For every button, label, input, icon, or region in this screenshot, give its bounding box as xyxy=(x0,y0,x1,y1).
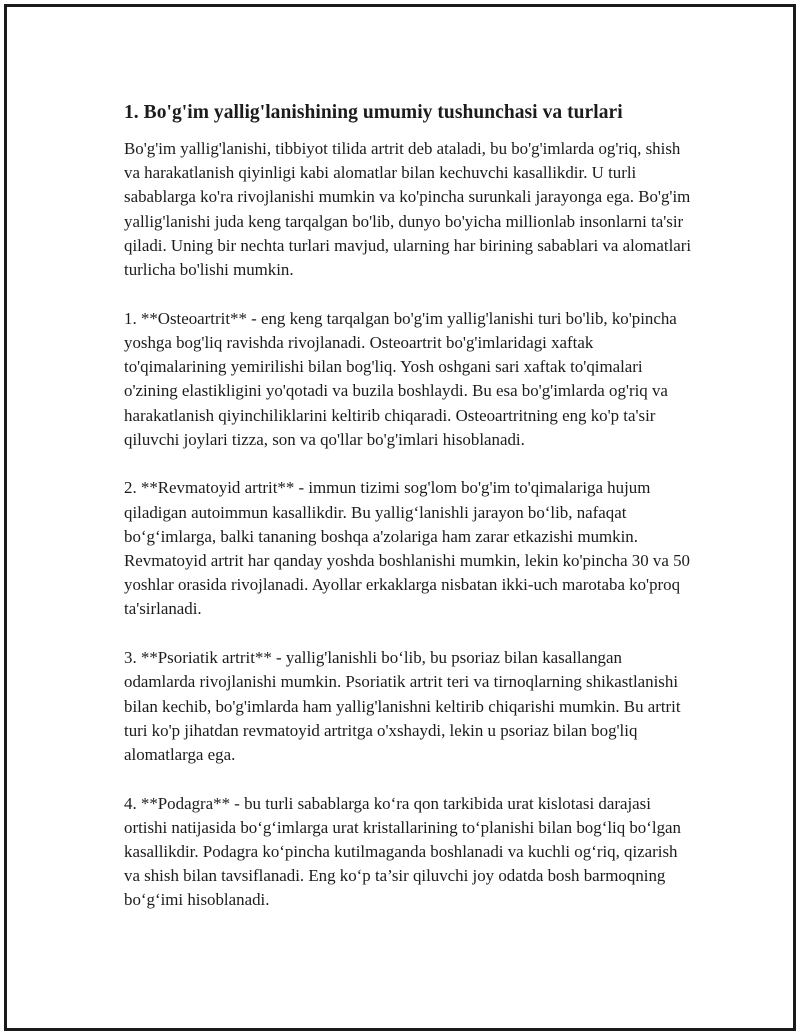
page-frame xyxy=(4,4,796,1031)
rheumatoid-arthritis-paragraph: 2. **Revmatoyid artrit** - immun tizimi sog'lom bo'g'im to'qimalariga hujum qiladigan autoimmun kasallikdir. Bu yallig‘lanishli jarayon bo‘lib, nafaqat bo‘g‘imlarga, balki tananing boshqa a'zolariga ham zarar etkazishi mumkin. Revmatoyid artrit har qanday yoshda boshlanishi mumkin, lekin ko'pincha 30 va 50 yoshlar orasida rivojlanadi. Ayollar erkaklarga nisbatan ikki-uch marotaba ko'proq ta'sirlanadi. xyxy=(124,478,690,619)
intro-paragraph: Bo'g'im yallig'lanishi, tibbiyot tilida artrit deb ataladi, bu bo'g'imlarda og'riq, shish va harakatlanish qiyinligi kabi alomatlar bilan kechuvchi kasallikdir. U turli sabablarga ko'ra rivojlanishi mumkin va ko'pincha surunkali jarayonga ega. Bo'g'im yallig'lanishi juda keng tarqalgan bo'lib, dunyo bo'yicha millionlab insonlarni ta'sir qiladi. Uning bir nechta turlari mavjud, ularning har birining sabablari va alomatlari turlicha bo'lishi mumkin. xyxy=(124,139,692,280)
osteoarthritis-paragraph: 1. **Osteoartrit** - eng keng tarqalgan bo'g'im yallig'lanishi turi bo'lib, ko'pincha yoshga bog'liq ravishda rivojlanadi. Osteoartrit bo'g'imlaridagi xaftak to'qimalarining yemirilishi bilan bog'liq. Yosh oshgani sari xaftak to'qimalari o'zining elastikligini yo'qotadi va buzila boshlaydi. Bu esa bo'g'imlarda og'riq va harakatlanish qiyinchiliklarini keltirib chiqaradi. Osteoartritning eng ko'p ta'sir qiluvchi joylari tizza, son va qo'llar bo'g'imlari hisoblanadi. xyxy=(124,308,677,449)
document-title: 1. Bo'g'im yallig'lanishining umumiy tushunchasi va turlari xyxy=(124,102,623,123)
psoriatic-arthritis-paragraph: 3. **Psoriatik artrit** - yallig'lanishli bo‘lib, bu psoriaz bilan kasallangan odamlarda rivojlanishi mumkin. Psoriatik artrit teri va tirnoqlarning shikastlanishi bilan kechib, bo'g'imlarda ham yallig'lanishni keltirib chiqarishi mumkin. Bu artrit turi ko'p jihatdan revmatoyid artritga o'xshaydi, lekin u psoriaz bilan bog'liq alomatlarga ega. xyxy=(124,648,681,764)
gout-paragraph: 4. **Podagra** - bu turli sabablarga ko‘ra qon tarkibida urat kislotasi darajasi ortishi natijasida bo‘g‘imlarga urat kristallarining to‘planishi bilan bog‘liq bo‘lgan kasallikdir. Podagra ko‘pincha kutilmaganda boshlanadi va kuchli og‘riq, qizarish va shish bilan tavsiflanadi. Eng ko‘p ta’sir qiluvchi joy odatda bosh barmoqning bo‘g‘imi hisoblanadi. xyxy=(124,793,681,910)
document-body xyxy=(124,100,694,937)
